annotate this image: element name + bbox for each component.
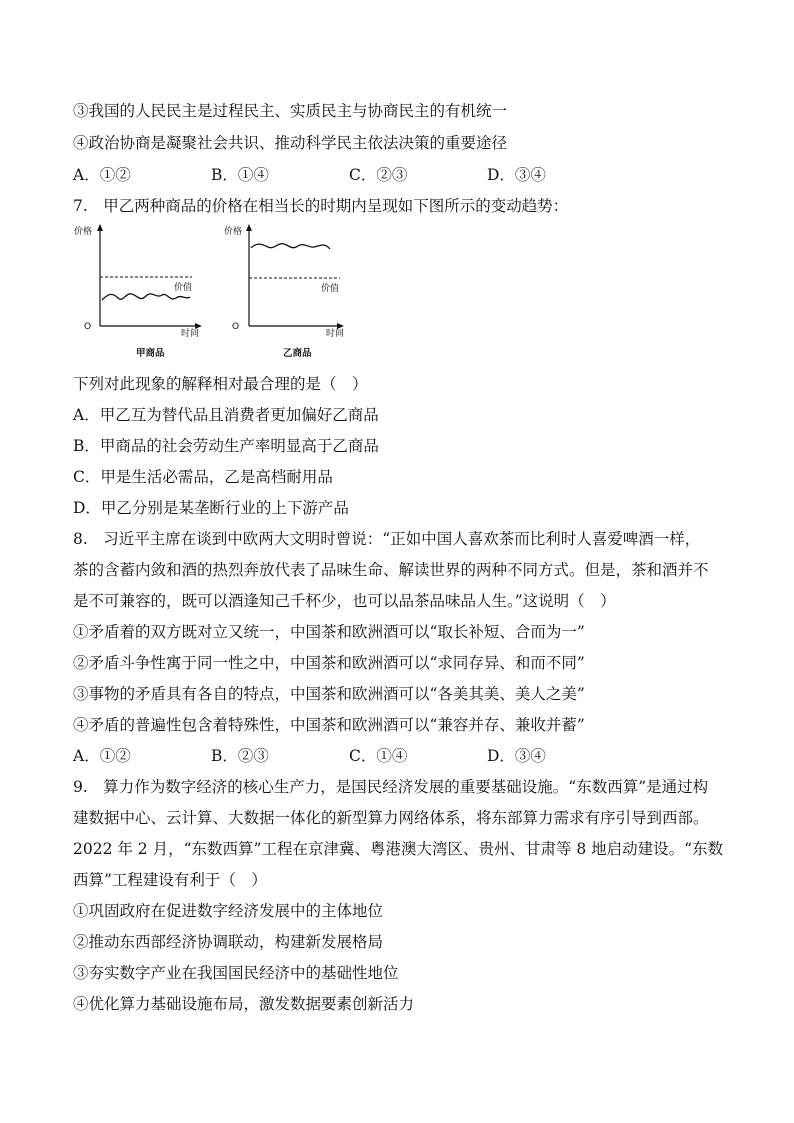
q6-option-d[interactable]: D．③④ xyxy=(487,166,546,184)
chart-jia-x-label: 时间 xyxy=(181,329,200,339)
q6-item-3: ③我国的人民民主是过程民主、实质民主与协商民主的有机统一 xyxy=(73,102,508,120)
q7-option-a[interactable]: A．甲乙互为替代品且消费者更加偏好乙商品 xyxy=(73,406,379,424)
chart-yi xyxy=(224,224,344,359)
chart-jia-caption: 甲商品 xyxy=(136,348,165,359)
chart-jia-line-label: 价值 xyxy=(174,283,193,293)
q9-stem-line-3: 2022 年 2 月，“东数西算”工程在京津冀、粤港澳大湾区、贵州、甘肃等 8 地启动建设。“东数 xyxy=(73,840,724,858)
chart-jia-y-label: 价格 xyxy=(74,227,93,237)
chart-jia-price-curve xyxy=(102,294,190,300)
q6-option-a[interactable]: A．①② xyxy=(73,166,131,184)
q8-item-3: ③事物的矛盾具有各自的特点，中国茶和欧洲酒可以“各美其美、美人之美” xyxy=(73,685,585,703)
q8-stem-line-2: 茶的含蓄内敛和酒的热烈奔放代表了品味生命、解读世界的两种不同方式。但是，茶和酒并不 xyxy=(73,561,709,579)
q9-item-4: ④优化算力基础设施布局，激发数据要素创新活力 xyxy=(73,995,415,1013)
q7-stem: 7. 甲乙两种商品的价格在相当长的时期内呈现如下图所示的变动趋势： xyxy=(73,197,569,215)
chart-yi-caption: 乙商品 xyxy=(283,348,312,359)
q9-item-1: ①巩固政府在促进数字经济发展中的主体地位 xyxy=(73,902,384,920)
q9-item-2: ②推动东西部经济协调联动，构建新发展格局 xyxy=(73,933,384,951)
q7-option-b[interactable]: B．甲商品的社会劳动生产率明显高于乙商品 xyxy=(73,437,379,455)
q8-item-1: ①矛盾着的双方既对立又统一，中国茶和欧洲酒可以“取长补短、合而为一” xyxy=(73,623,585,641)
q6-option-b[interactable]: B．①④ xyxy=(211,166,269,184)
chart-yi-y-label: 价格 xyxy=(224,227,243,237)
q7-option-c[interactable]: C．甲是生活必需品，乙是高档耐用品 xyxy=(73,468,333,486)
q8-item-2: ②矛盾斗争性寓于同一性之中，中国茶和欧洲酒可以“求同存异、和而不同” xyxy=(73,654,585,672)
q7-figure xyxy=(70,222,370,364)
chart-yi-x-label: 时间 xyxy=(326,329,345,339)
q8-option-c[interactable]: C．①④ xyxy=(349,747,408,765)
chart-jia xyxy=(74,224,202,359)
chart-yi-origin: O xyxy=(232,322,240,332)
q8-option-d[interactable]: D．③④ xyxy=(487,747,546,765)
q7-option-d[interactable]: D．甲乙分别是某垄断行业的上下游产品 xyxy=(73,499,349,517)
chart-jia-origin: O xyxy=(84,322,92,332)
q8-stem-line-1: 8. 习近平主席在谈到中欧两大文明时曾说：“正如中国人喜欢茶而比利时人喜爱啤酒一样， xyxy=(73,530,701,548)
q9-item-3: ③夯实数字产业在我国国民经济中的基础性地位 xyxy=(73,964,399,982)
q9-stem-line-2: 建数据中心、云计算、大数据一体化的新型算力网络体系，将东部算力需求有序引导到西部。 xyxy=(73,809,709,827)
q9-stem-line-1: 9. 算力作为数字经济的核心生产力，是国民经济发展的重要基础设施。“东数西算”是通过构 xyxy=(73,778,709,796)
q8-item-4: ④矛盾的普遍性包含着特殊性，中国茶和欧洲酒可以“兼容并存、兼收并蓄” xyxy=(73,716,585,734)
q7-question: 下列对此现象的解释相对最合理的是（ ） xyxy=(73,375,368,393)
q6-item-4: ④政治协商是凝聚社会共识、推动科学民主依法决策的重要途径 xyxy=(73,134,508,152)
q8-option-b[interactable]: B．②③ xyxy=(211,747,269,765)
q8-stem-line-3: 是不可兼容的，既可以酒逢知己千杯少，也可以品茶品味品人生。”这说明（ ） xyxy=(73,592,616,610)
chart-yi-line-label: 价值 xyxy=(321,284,340,294)
chart-yi-price-curve xyxy=(251,244,330,249)
q9-stem-line-4: 西算”工程建设有利于（ ） xyxy=(73,871,267,889)
q8-option-a[interactable]: A．①② xyxy=(73,747,131,765)
q6-option-c[interactable]: C．②③ xyxy=(349,166,408,184)
